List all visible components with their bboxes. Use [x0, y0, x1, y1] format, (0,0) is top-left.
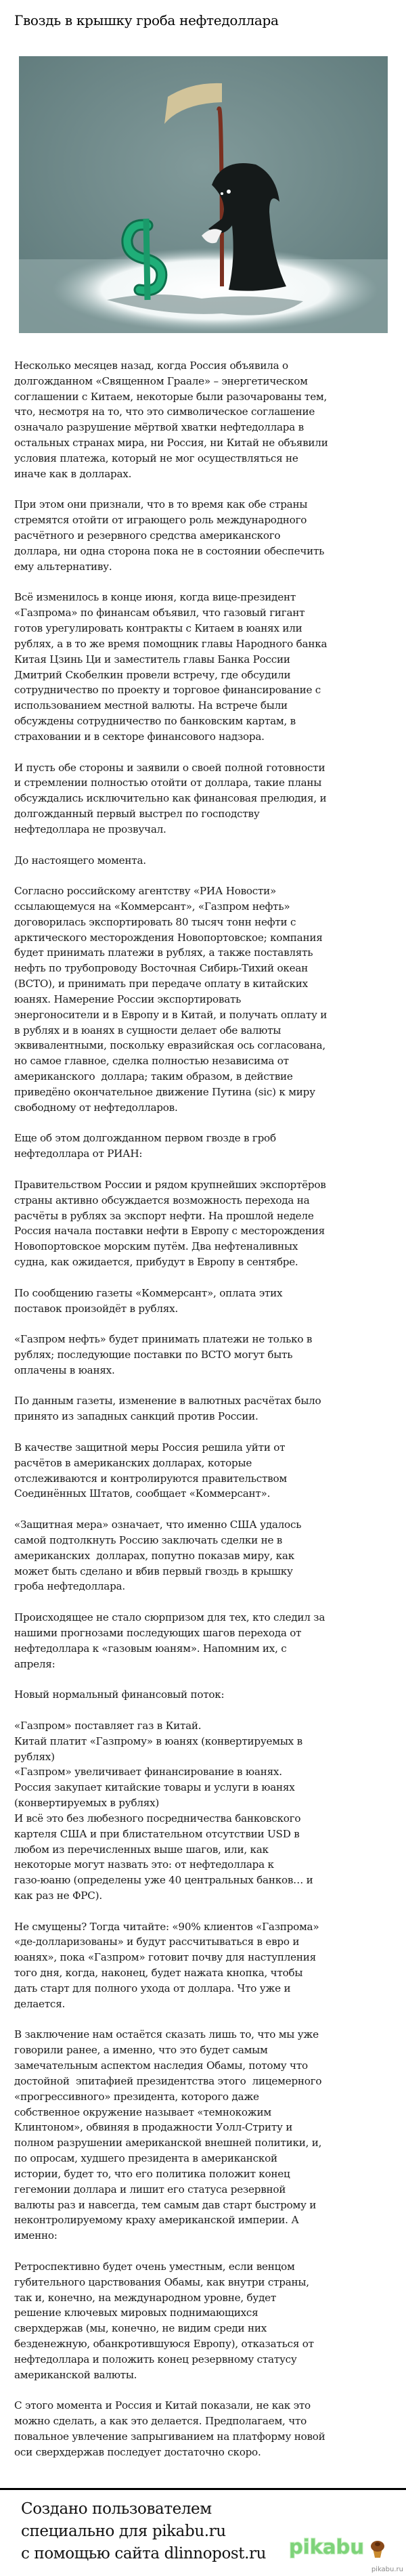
article-paragraph: Ретроспективно будет очень уместным, если венцом губительного царствования Обамы, как внутри страны, так и, конечно, на международном уровне, будет решение ключевых мировых поднимающихся сверхдержав (мы, конечно, не видим среди них безденежную, обанкротившуюся Европу), отказаться от нефтедоллара и положить конец резервному статусу американской валюты. — [14, 2260, 314, 2381]
article-title: Гвоздь в крышку гроба нефтедоллара — [14, 12, 279, 28]
article-paragraph: И пусть обе стороны и заявили о своей полной готовности и стремлении полностью отойти от доллара, такие планы обсуждались исключительно как финансовая прелюдия, и долгожданный первый выстрел по господству нефтедоллара не прозвучал. — [14, 761, 327, 835]
article-paragraph: Всё изменилось в конце июня, когда вице-президент «Газпрома» по финансам объявил, что газовый гигант готов урегулировать контракты с Китаем в юанях или рублях, а в то же время помощник главы Народного банка Китая Цзинь Ци и заместитель главы Банка России Дмитрий Скобелкин провели встречу, где обсудили сотрудничество по проекту и торговое финансирование с использованием местной валюты. На встрече были обсуждены сотрудничество по банковским картам, в страховании и в секторе финансового надзора. — [14, 591, 328, 743]
article-paragraph: «Газпром» поставляет газ в Китай. Китай платит «Газпрому» в юанях (конвертируемых в рублях) «Газпром» увеличивает финансирование в юанях. Россия закупает китайские товары и услуги в юанях (конвертируемых в рублях) И всё это без любезного посредничества банковского картеля США и при блистательном отсутствии USD в любом из перечисленных выше шагов, или, как некоторые могут назвать это: от нефтедоллара к газо-юаню (определены уже 40 центральных банков… и как раз не ФРС). — [14, 1719, 313, 1902]
article-paragraph: При этом они признали, что в то время как обе страны стремятся отойти от играющего роль международного расчётного и резервного средства американского доллара, ни одна сторона пока не в состоянии обеспечить ему альтернативу. — [14, 498, 325, 573]
article-paragraph: По данным газеты, изменение в валютных расчётах было принято из западных санкций против России. — [14, 1395, 321, 1423]
article-paragraph: «Защитная мера» означает, что именно США удалось самой подтолкнуть Россию заключать сделки не в американских долларах, попутно показав миру, как может быть сделано и вбив первый гвоздь в крышку гроба нефтедоллара. — [14, 1519, 302, 1593]
footer-divider — [0, 2488, 406, 2490]
pikabu-logo[interactable] — [288, 2535, 386, 2559]
article-paragraph: По сообщению газеты «Коммерсант», оплата этих поставок произойдёт в рублях. — [14, 1286, 283, 1315]
article-paragraph: Происходящее не стало сюрпризом для тех, кто следил за нашими прогнозами последующих шагов перехода от нефтедоллара к «газовым юаням». Напомним их, с апреля: — [14, 1611, 325, 1670]
footer-credit: Создано пользователем специально для pikabu.ru с помощью сайта dlinnopost.ru — [21, 2500, 267, 2562]
cupcake-icon — [371, 2541, 384, 2558]
article-paragraph: С этого момента и Россия и Китай показали, не как это можно сделать, а как это делается. Предполагаем, что повальное увлечение запрыгиванием на платформу новой оси сверхдержав последует достаточно скоро. — [14, 2399, 325, 2458]
article-paragraph: В качестве защитной меры Россия решила уйти от расчётов в американских долларах, которые отслеживаются и контролируются правительством Соединённых Штатов, сообщает «Коммерсант». — [14, 1441, 287, 1500]
article-paragraph: Несколько месяцев назад, когда Россия объявила о долгожданном «Священном Граале» – энергетическом соглашении с Китаем, некоторые были разочарованы тем, что, несмотря на то, что это символическое соглашение означало разрушение мёртвой хватки нефтедоллара в остальных странах мира, ни Россия, ни Китай не объявили условия платежа, который не мог осуществляться не иначе как в долларах. — [14, 359, 328, 480]
spotlight — [53, 248, 378, 332]
pikabu-watermark: pikabu.ru — [371, 2566, 403, 2573]
pikabu-logo-text: pikabu — [289, 2535, 364, 2558]
article-paragraph: Еще об этом долгожданном первом гвозде в гроб нефтедоллара от РИАН: — [14, 1132, 276, 1160]
article-body — [14, 358, 400, 2475]
article-paragraph: До настоящего момента. — [14, 854, 146, 867]
article-paragraph: В заключение нам остаётся сказать лишь то, что мы уже говорили ранее, а именно, что это будет самым замечательным аспектом наследия Обамы, потому что достойной эпитафией президентства этого лицемерного «прогрессивного» президента, которого даже собственное окружение называет «темнокожим Клинтоном», обвиняя в продажности Уолл-Стриту и полном разрушении американской внешней политики, и, по опросам, худшего президента в американской истории, будет то, что его политика положит конец гегемонии доллара и лишит его статуса резервной валюты раз и навсегда, тем самым дав старт быстрому и неконтролируемому краху американской империи. А именно: — [14, 2028, 322, 2242]
article-paragraph: Правительством России и рядом крупнейших экспортёров страны активно обсуждается возможность перехода на расчёты в рублях за экспорт нефти. На прошлой неделе Россия начала поставки нефти в Европу с месторождения Новопортовское морским путём. Два нефтеналивных судна, как ожидается, прибудут в Европу в сентябре. — [14, 1178, 326, 1269]
article-paragraph: Новый нормальный финансовый поток: — [14, 1688, 225, 1701]
article-illustration — [19, 56, 388, 333]
article-paragraph: «Газпром нефть» будет принимать платежи не только в рублях; последующие поставки по ВСТО могут быть оплачены в юанях. — [14, 1333, 313, 1376]
article-paragraph: Согласно российскому агентству «РИА Новости» ссылающемуся на «Коммерсант», «Газпром нефть» договорилась экспортировать 80 тысяч тонн нефти с арктического месторождения Новопортовское; компания будет принимать платежи в рублях, а также поставлять нефть по трубопроводу Восточная Сибирь-Тихий океан (ВСТО), и принимать при передаче оплату в китайских юанях. Намерение России экспортировать энергоносители и в Европу и в Китай, и получать оплату и в рублях и в юанях в сущности делает обе валюты эквивалентными, поскольку евразийская ось согласована, но самое главное, сделка полностью независима от американского доллара; таким образом, в действие приведёно окончательное движение Путина (sic) к миру свободному от нефтедолларов. — [14, 885, 328, 1114]
article-paragraph: Не смущены? Тогда читайте: «90% клиентов «Газпрома» «де-долларизованы» и будут рассчитываться в евро и юанях», пока «Газпром» готовит почву для наступления того дня, когда, наконец, будет нажата кнопка, чтобы дать старт для полного ухода от доллара. Что уже и делается. — [14, 1920, 319, 2010]
